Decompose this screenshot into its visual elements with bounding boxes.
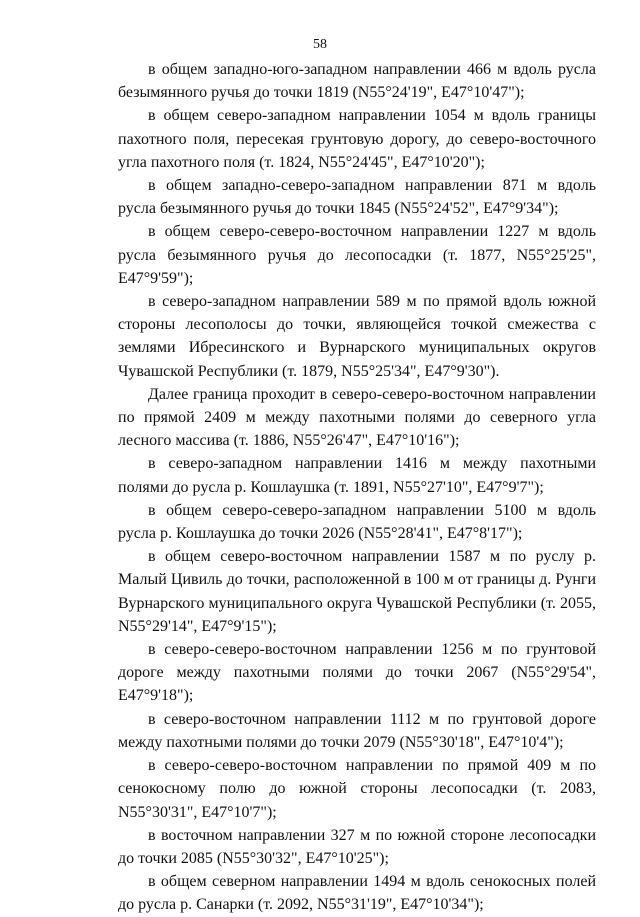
paragraph: в северо-восточном направлении 1112 м по грунтовой дороге между пахотными полями до точки 2079 (N55°30'18", E47°10'4");	[118, 710, 596, 751]
body-text	[118, 58, 596, 917]
paragraph: в общем западно-юго-западном направлении 466 м вдоль русла безымянного ручья до точки 1819 (N55°24'19", E47°10'47");	[118, 61, 596, 102]
page-number: 58	[313, 37, 327, 52]
paragraph: в восточном направлении 327 м по южной стороне лесопосадки до точки 2085 (N55°30'32", E47°10'25");	[118, 826, 596, 867]
paragraph: в северо-западном направлении 1416 м между пахотными полями до русла р. Кошлаушка (т. 1891, N55°27'10", E47°9'7");	[118, 455, 596, 496]
paragraph: в северо-северо-восточном направлении по прямой 409 м по сенокосному полю до южной стороны лесопосадки (т. 2083, N55°30'31", E47°10'7");	[118, 757, 596, 821]
paragraph: в общем северном направлении 1494 м вдоль сенокосных полей до русла р. Санарки (т. 2092, N55°31'19", E47°10'34");	[118, 873, 596, 914]
paragraph: в общем северо-северо-восточном направлении 1227 м вдоль русла безымянного ручья до лесопосадки (т. 1877, N55°25'25", E47°9'59");	[118, 223, 596, 287]
paragraph: в общем северо-восточном направлении 1587 м по руслу р. Малый Цивиль до точки, расположенной в 100 м от границы д. Рунги Вурнарского муниципального округа Чувашской Республики (т. 2055, N55°29'14", E47°9'15");	[118, 548, 596, 635]
paragraph: Далее граница проходит в северо-северо-восточном направлении по прямой 2409 м между пахотными полями до северного угла лесного массива (т. 1886, N55°26'47", E47°10'16");	[118, 385, 596, 450]
paragraph: в общем северо-северо-западном направлении 5100 м вдоль русла р. Кошлаушка до точки 2026 (N55°28'41", E47°8'17");	[118, 501, 596, 543]
paragraph: в общем северо-западном направлении 1054 м вдоль границы пахотного поля, пересекая грунтовую дорогу, до северо-восточного угла пахотного поля (т. 1824, N55°24'45", E47°10'20");	[118, 107, 596, 171]
paragraph: в общем западно-северо-западном направлении 871 м вдоль русла безымянного ручья до точки 1845 (N55°24'52", E47°9'34");	[118, 177, 596, 218]
paragraph: в северо-западном направлении 589 м по прямой вдоль южной стороны лесополосы до точки, являющейся точкой смежества с землями Ибресинского и Вурнарского муниципальных округов Чувашской Республики (т. 1879, N55°25'34", E47°9'30").	[118, 293, 596, 380]
paragraph: в северо-северо-восточном направлении 1256 м по грунтовой дороге между пахотными полями до точки 2067 (N55°29'54", E47°9'18");	[118, 641, 596, 705]
